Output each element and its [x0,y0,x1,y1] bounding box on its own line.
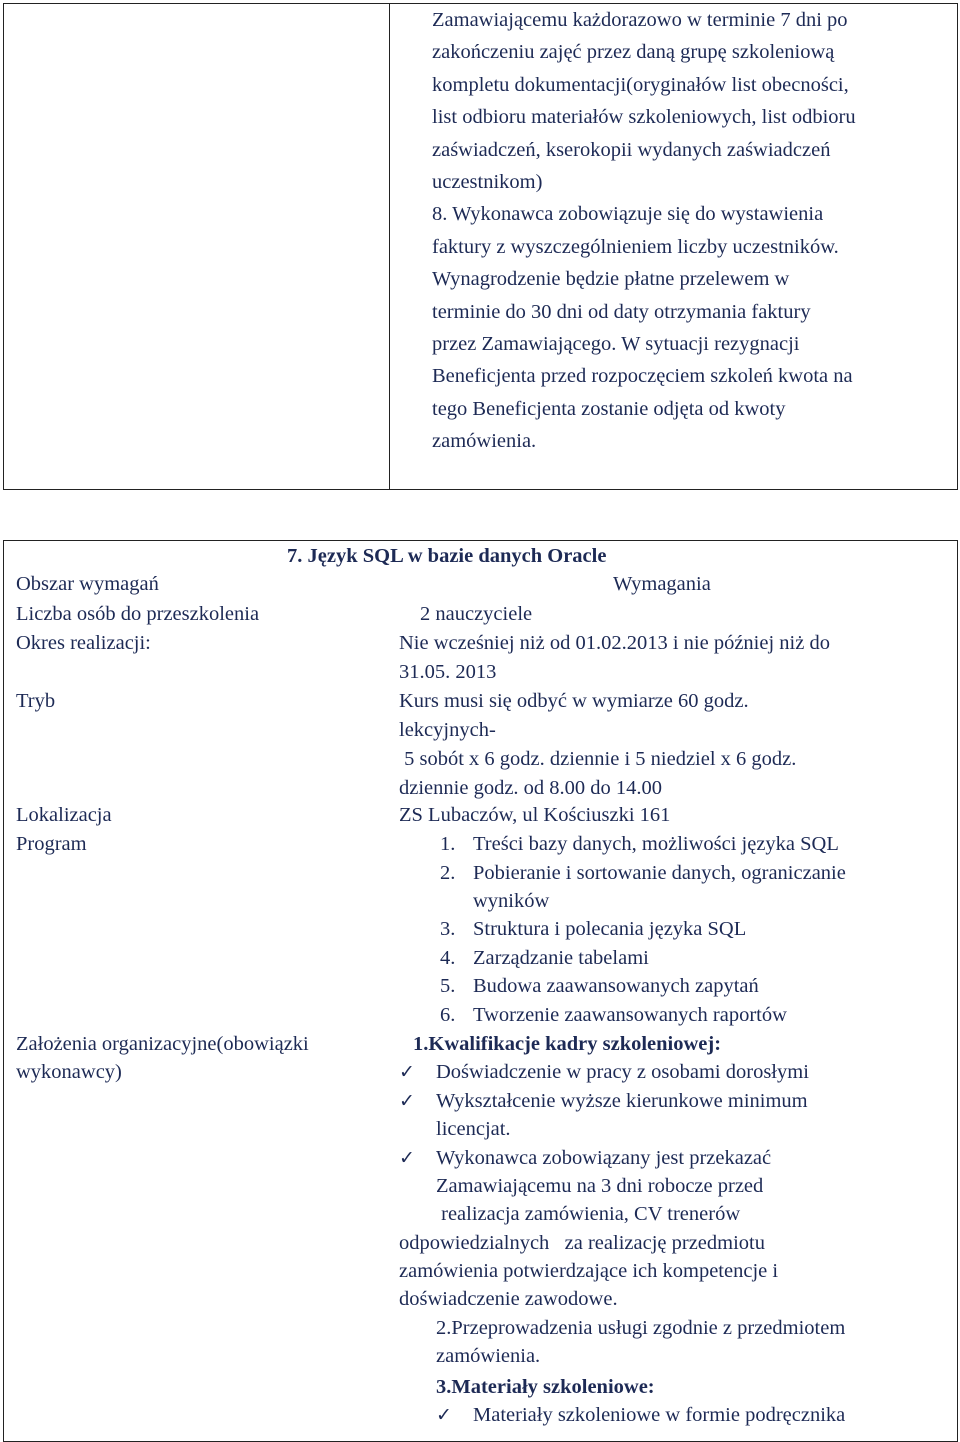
row-label-zalozenia: Założenia organizacyjne(obowiązki [16,1033,309,1055]
list-number: 4. [440,947,456,969]
row-value-okres-cont: 31.05. 2013 [399,661,497,683]
text-line: przez Zamawiającego. W sytuacji rezygnacji [432,333,800,356]
list-number: 1. [440,833,456,855]
paragraph-line: doświadczenie zawodowe. [399,1288,618,1310]
checklist-text: Wykształcenie wyższe kierunkowe minimum [436,1090,808,1112]
list-number: 6. [440,1004,456,1026]
row-value-lokalizacja: ZS Lubaczów, ul Kościuszki 161 [399,804,671,826]
materials-heading: 3.Materiały szkoleniowe: [436,1376,655,1398]
service-line-cont: zamówienia. [436,1345,541,1367]
text-line: Zamawiającemu każdorazowo w terminie 7 dni po [432,9,848,31]
list-item: Pobieranie i sortowanie danych, ograniczanie [473,862,846,884]
check-icon: ✓ [436,1404,452,1426]
text-line: list odbioru materiałów szkoleniowych, list odbioru [432,106,856,129]
checklist-item [436,1404,462,1427]
text-line: tego Beneficjenta zostanie odjęta od kwoty [432,397,786,420]
checklist-text: Doświadczenie w pracy z osobami dorosłymi [436,1061,809,1083]
service-line: 2.Przeprowadzenia usługi zgodnie z przedmiotem [436,1317,846,1339]
row-value-tryb: Kurs musi się odbyć w wymiarze 60 godz. [399,690,749,712]
list-number: 2. [440,862,456,884]
row-label-okres: Okres realizacji: [16,632,151,654]
checklist-text-cont: Zamawiającemu na 3 dni robocze przed [436,1175,764,1197]
list-item: Struktura i polecania języka SQL [473,918,747,940]
check-icon: ✓ [399,1090,415,1112]
checklist-item [399,1090,425,1113]
paragraph-line: odpowiedzialnych za realizację przedmiotu [399,1232,765,1254]
check-icon: ✓ [399,1147,415,1169]
checklist-text-cont: licencjat. [436,1118,511,1140]
row-label-zalozenia-cont: wykonawcy) [16,1061,122,1083]
row-value-tryb-cont: 5 sobót x 6 godz. dziennie i 5 niedziel x 6 godz. [399,748,797,770]
list-item: Zarządzanie tabelami [473,947,649,969]
header-right: Wymagania [613,573,711,595]
text-line: zakończeniu zajęć przez daną grupę szkoleniową [432,41,835,64]
row-label-liczba: Liczba osób do przeszkolenia [16,603,260,625]
qualifications-heading: 1.Kwalifikacje kadry szkoleniowej: [413,1033,722,1055]
text-line: Wynagrodzenie będzie płatne przelewem w [432,268,790,291]
text-line: zaświadczeń, kserokopii wydanych zaświadczeń [432,138,831,161]
row-label-lokalizacja: Lokalizacja [16,804,112,826]
row-label-tryb: Tryb [16,690,56,712]
checklist-item [399,1061,425,1084]
top-table-text [432,4,952,458]
column-divider [389,4,390,489]
list-number: 3. [440,918,456,940]
paragraph-line: zamówienia potwierdzające ich kompetencje i [399,1260,779,1282]
text-line: kompletu dokumentacji(oryginałów list obecności, [432,73,849,96]
list-item: Budowa zaawansowanych zapytań [473,975,759,997]
row-value-okres: Nie wcześniej niż od 01.02.2013 i nie później niż do [399,632,830,654]
row-value-liczba: 2 nauczyciele [420,603,533,625]
list-item: wyników [473,890,550,912]
list-item: Tworzenie zaawansowanych raportów [473,1004,787,1026]
row-label-program: Program [16,833,87,855]
text-line: faktury z wyszczególnieniem liczby uczestników. [432,235,839,258]
checklist-text: Materiały szkoleniowe w formie podręcznika [473,1404,846,1426]
header-left: Obszar wymagań [16,573,159,595]
text-line: Beneficjenta przed rozpoczęciem szkoleń kwota na [432,365,853,388]
checklist-text: Wykonawca zobowiązany jest przekazać [436,1147,772,1169]
list-number: 5. [440,975,456,997]
row-value-tryb-cont: dziennie godz. od 8.00 do 14.00 [399,777,663,799]
checklist-item [399,1147,425,1170]
text-line: zamówienia. [432,430,537,453]
section-title: 7. Język SQL w bazie danych Oracle [287,545,607,567]
text-line: uczestnikom) [432,171,543,194]
list-item: Treści bazy danych, możliwości języka SQL [473,833,839,855]
check-icon: ✓ [399,1061,415,1083]
row-value-tryb-cont: lekcyjnych- [399,719,496,741]
text-line: terminie do 30 dni od daty otrzymania faktury [432,300,811,323]
text-line: 8. Wykonawca zobowiązuje się do wystawienia [432,203,824,226]
checklist-text-cont: realizacja zamówienia, CV trenerów [436,1203,741,1225]
